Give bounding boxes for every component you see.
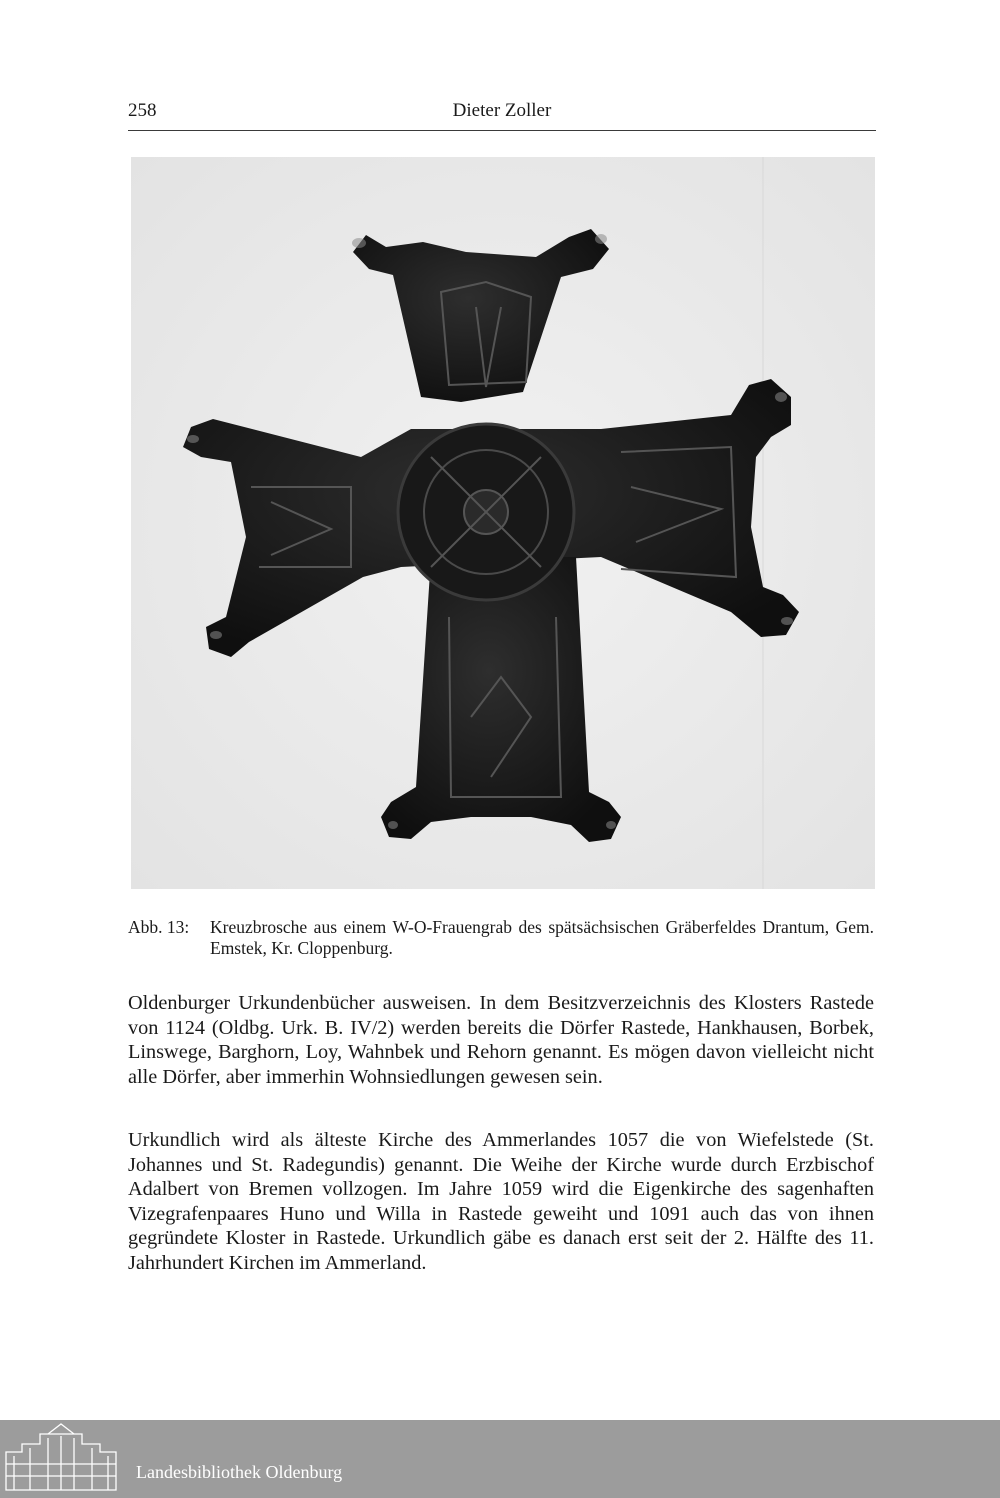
- paragraph-1: Oldenburger Urkundenbücher ausweisen. In dem Besitzverzeichnis des Klosters Rastede von 1124 (Oldbg. Urk. B. IV/2) werden bereits die Dörfer Rastede, Hankhausen, Borbek, Linswege, Barghorn, Loy, Wahnbek und Rehorn genannt. Es mögen davon vielleicht nicht alle Dörfer, aber immerhin Wohnsiedlungen gewesen sein.: [128, 992, 874, 1088]
- page-header: [128, 100, 876, 131]
- library-name: Landesbibliothek Oldenburg: [136, 1462, 343, 1482]
- figure-photo: [131, 157, 875, 889]
- caption-label: Abb. 13:: [128, 917, 190, 937]
- page-number: 258: [128, 100, 157, 121]
- library-footer: [0, 1420, 1000, 1498]
- library-building-logo: [0, 1420, 122, 1498]
- caption-text: Kreuzbrosche aus einem W-O-Frauengrab des spätsächsischen Gräberfeldes Drantum, Gem. Emstek, Kr. Cloppenburg.: [210, 917, 874, 958]
- running-head: Dieter Zoller: [452, 100, 552, 121]
- cross-brooch-image: [131, 157, 875, 889]
- paragraph-2: Urkundlich wird als älteste Kirche des Ammerlandes 1057 die von Wiefelstede (St. Johannes und St. Radegundis) genannt. Die Weihe der Kirche wurde durch Erzbischof Adalbert von Bremen vollzogen. Im Jahre 1059 wird die Eigenkirche des sagenhaften Vizegrafenpaares Huno und Willa in Rastede geweiht und 1091 auch das von ihnen gegründete Kloster in Rastede. Urkundlich gäbe es danach erst seit der 2. Hälfte des 11. Jahrhundert Kirchen im Ammerland.: [128, 1129, 874, 1274]
